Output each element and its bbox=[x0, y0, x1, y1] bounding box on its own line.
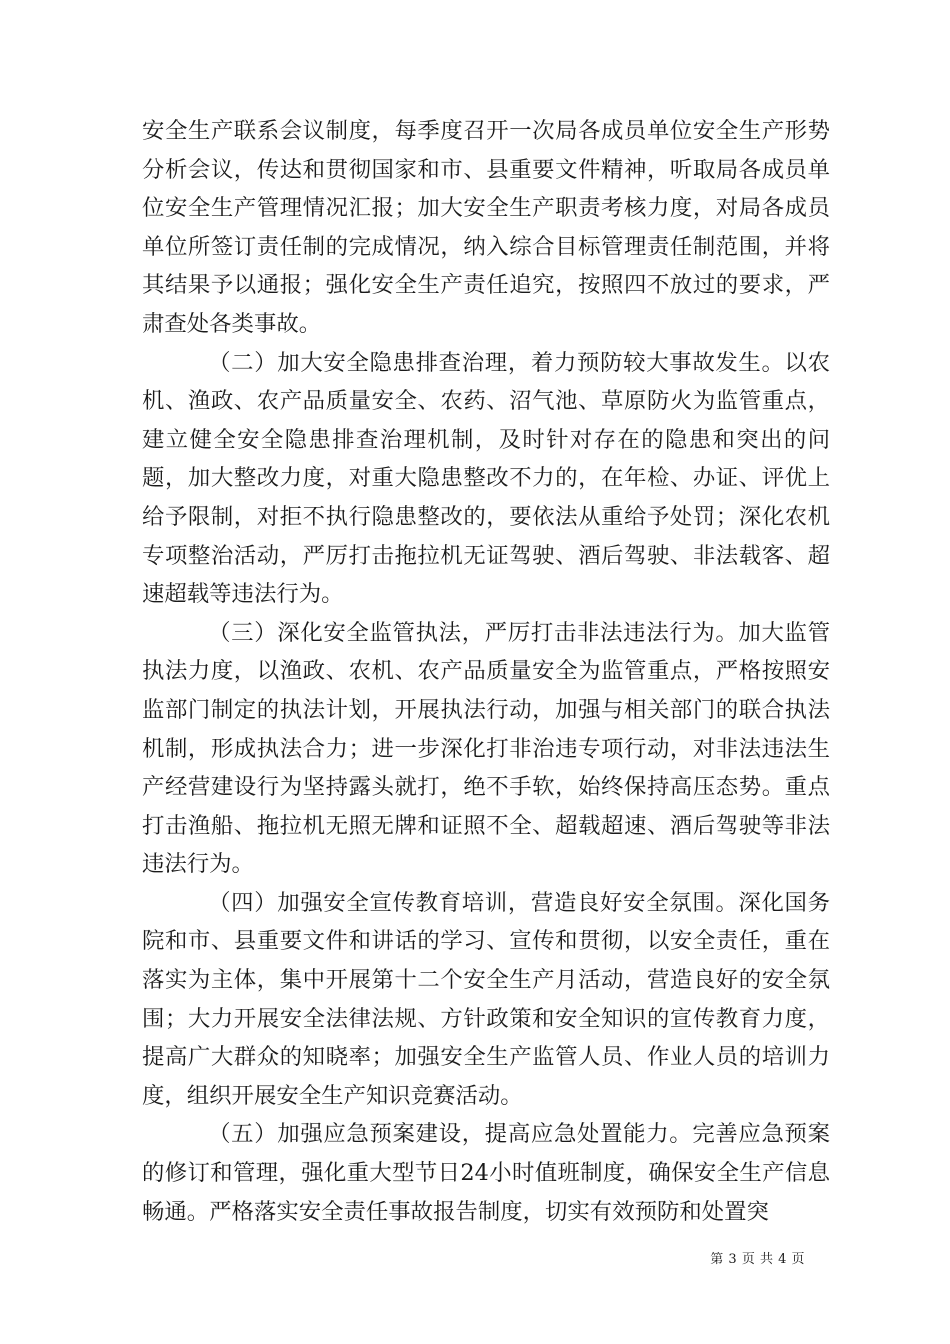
paragraph-section-3: （三）深化安全监管执法，严厉打击非法违法行为。加大监管执法力度，以渔政、农机、农产品质量安全为监管重点，严格按照安监部门制定的执法计划，开展执法行动，加强与相关部门的联合执法机制，形成执法合力；进一步深化打非治违专项行动，对非法违法生产经营建设行为坚持露头就打，绝不手软，始终保持高压态势。重点打击渔船、拖拉机无照无牌和证照不全、超载超速、酒后驾驶等非法违法行为。 bbox=[142, 619, 830, 878]
paragraph-section-4: （四）加强安全宣传教育培训，营造良好安全氛围。深化国务院和市、县重要文件和讲话的学习、宣传和贯彻，以安全责任，重在落实为主体，集中开展第十二个安全生产月活动，营造良好的安全氛围；大力开展安全法律法规、方针政策和安全知识的宣传教育力度，提高广大群众的知晓率；加强安全生产监管人员、作业人员的培训力度，组织开展安全生产知识竞赛活动。 bbox=[142, 889, 830, 1109]
paragraph-continuation: 安全生产联系会议制度，每季度召开一次局各成员单位安全生产形势分析会议，传达和贯彻国家和市、县重要文件精神，听取局各成员单位安全生产管理情况汇报；加大安全生产职责考核力度，对局各成员单位所签订责任制的完成情况，纳入综合目标管理责任制范围，并将其结果予以通报；强化安全生产责任追究，按照四不放过的要求，严肃查处各类事故。 bbox=[142, 118, 830, 337]
paragraph-section-2: （二）加大安全隐患排查治理，着力预防较大事故发生。以农机、渔政、农产品质量安全、农药、沼气池、草原防火为监管重点，建立健全安全隐患排查治理机制，及时针对存在的隐患和突出的问题，加大整改力度，对重大隐患整改不力的，在年检、办证、评优上给予限制，对拒不执行隐患整改的，要依法从重给予处罚；深化农机专项整治活动，严厉打击拖拉机无证驾驶、酒后驾驶、非法载客、超速超载等违法行为。 bbox=[142, 349, 830, 608]
document-body bbox=[142, 112, 830, 1231]
paragraph-section-5: （五）加强应急预案建设，提高应急处置能力。完善应急预案的修订和管理，强化重大型节日24小时值班制度，确保安全生产信息畅通。严格落实安全责任事故报告制度，切实有效预防和处置突 bbox=[142, 1121, 830, 1225]
page-number-footer: 第 3 页 共 4 页 bbox=[710, 1252, 805, 1267]
